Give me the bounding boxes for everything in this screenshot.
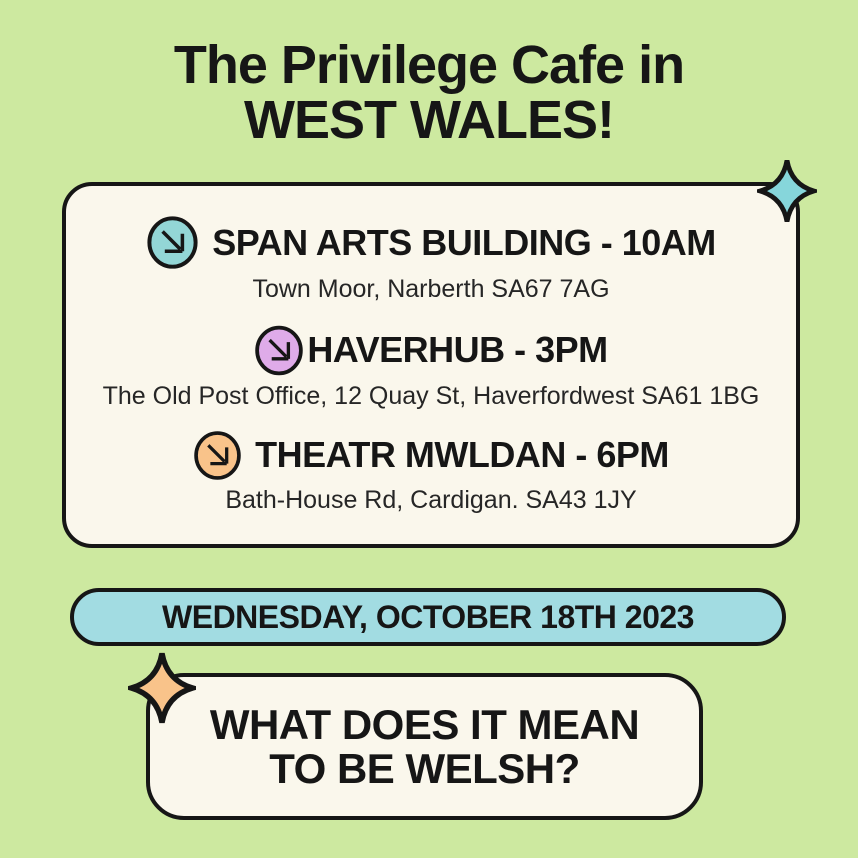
event-title: HAVERHUB - 3PM (307, 329, 608, 370)
sparkle-shape (760, 160, 814, 221)
events-card (62, 182, 800, 548)
event-item-span-arts (74, 215, 788, 304)
question-line2: TO BE WELSH? (269, 744, 580, 792)
arrow-down-right-icon (146, 215, 199, 270)
event-title: SPAN ARTS BUILDING - 10AM (212, 221, 716, 263)
arrow-down-right-icon (193, 430, 242, 481)
event-row (254, 324, 607, 377)
page-title (0, 35, 858, 151)
event-address: Town Moor, Narberth SA67 7AG (252, 275, 610, 304)
event-row (193, 430, 669, 481)
event-title: THEATR MWLDAN - 6PM (255, 434, 669, 476)
question-card (146, 673, 703, 820)
event-address: Bath-House Rd, Cardigan. SA43 1JY (225, 485, 637, 514)
event-address: The Old Post Office, 12 Quay St, Haverfordwest SA61 1BG (102, 381, 760, 410)
date-banner (70, 588, 786, 646)
sparkle-shape (131, 653, 192, 722)
page-title-line1: The Privilege Cafe in (173, 35, 685, 95)
arrow-down-right-icon (254, 324, 304, 377)
sparkle-icon (757, 157, 817, 225)
event-item-haverhub (74, 324, 788, 411)
event-item-theatr-mwldan (74, 430, 788, 515)
page-title-line2: WEST WALES! (244, 90, 614, 151)
date-banner-label: WEDNESDAY, OCTOBER 18TH 2023 (162, 598, 694, 635)
sparkle-icon (128, 650, 196, 726)
event-row (146, 215, 716, 270)
question-line1: WHAT DOES IT MEAN (209, 700, 640, 748)
